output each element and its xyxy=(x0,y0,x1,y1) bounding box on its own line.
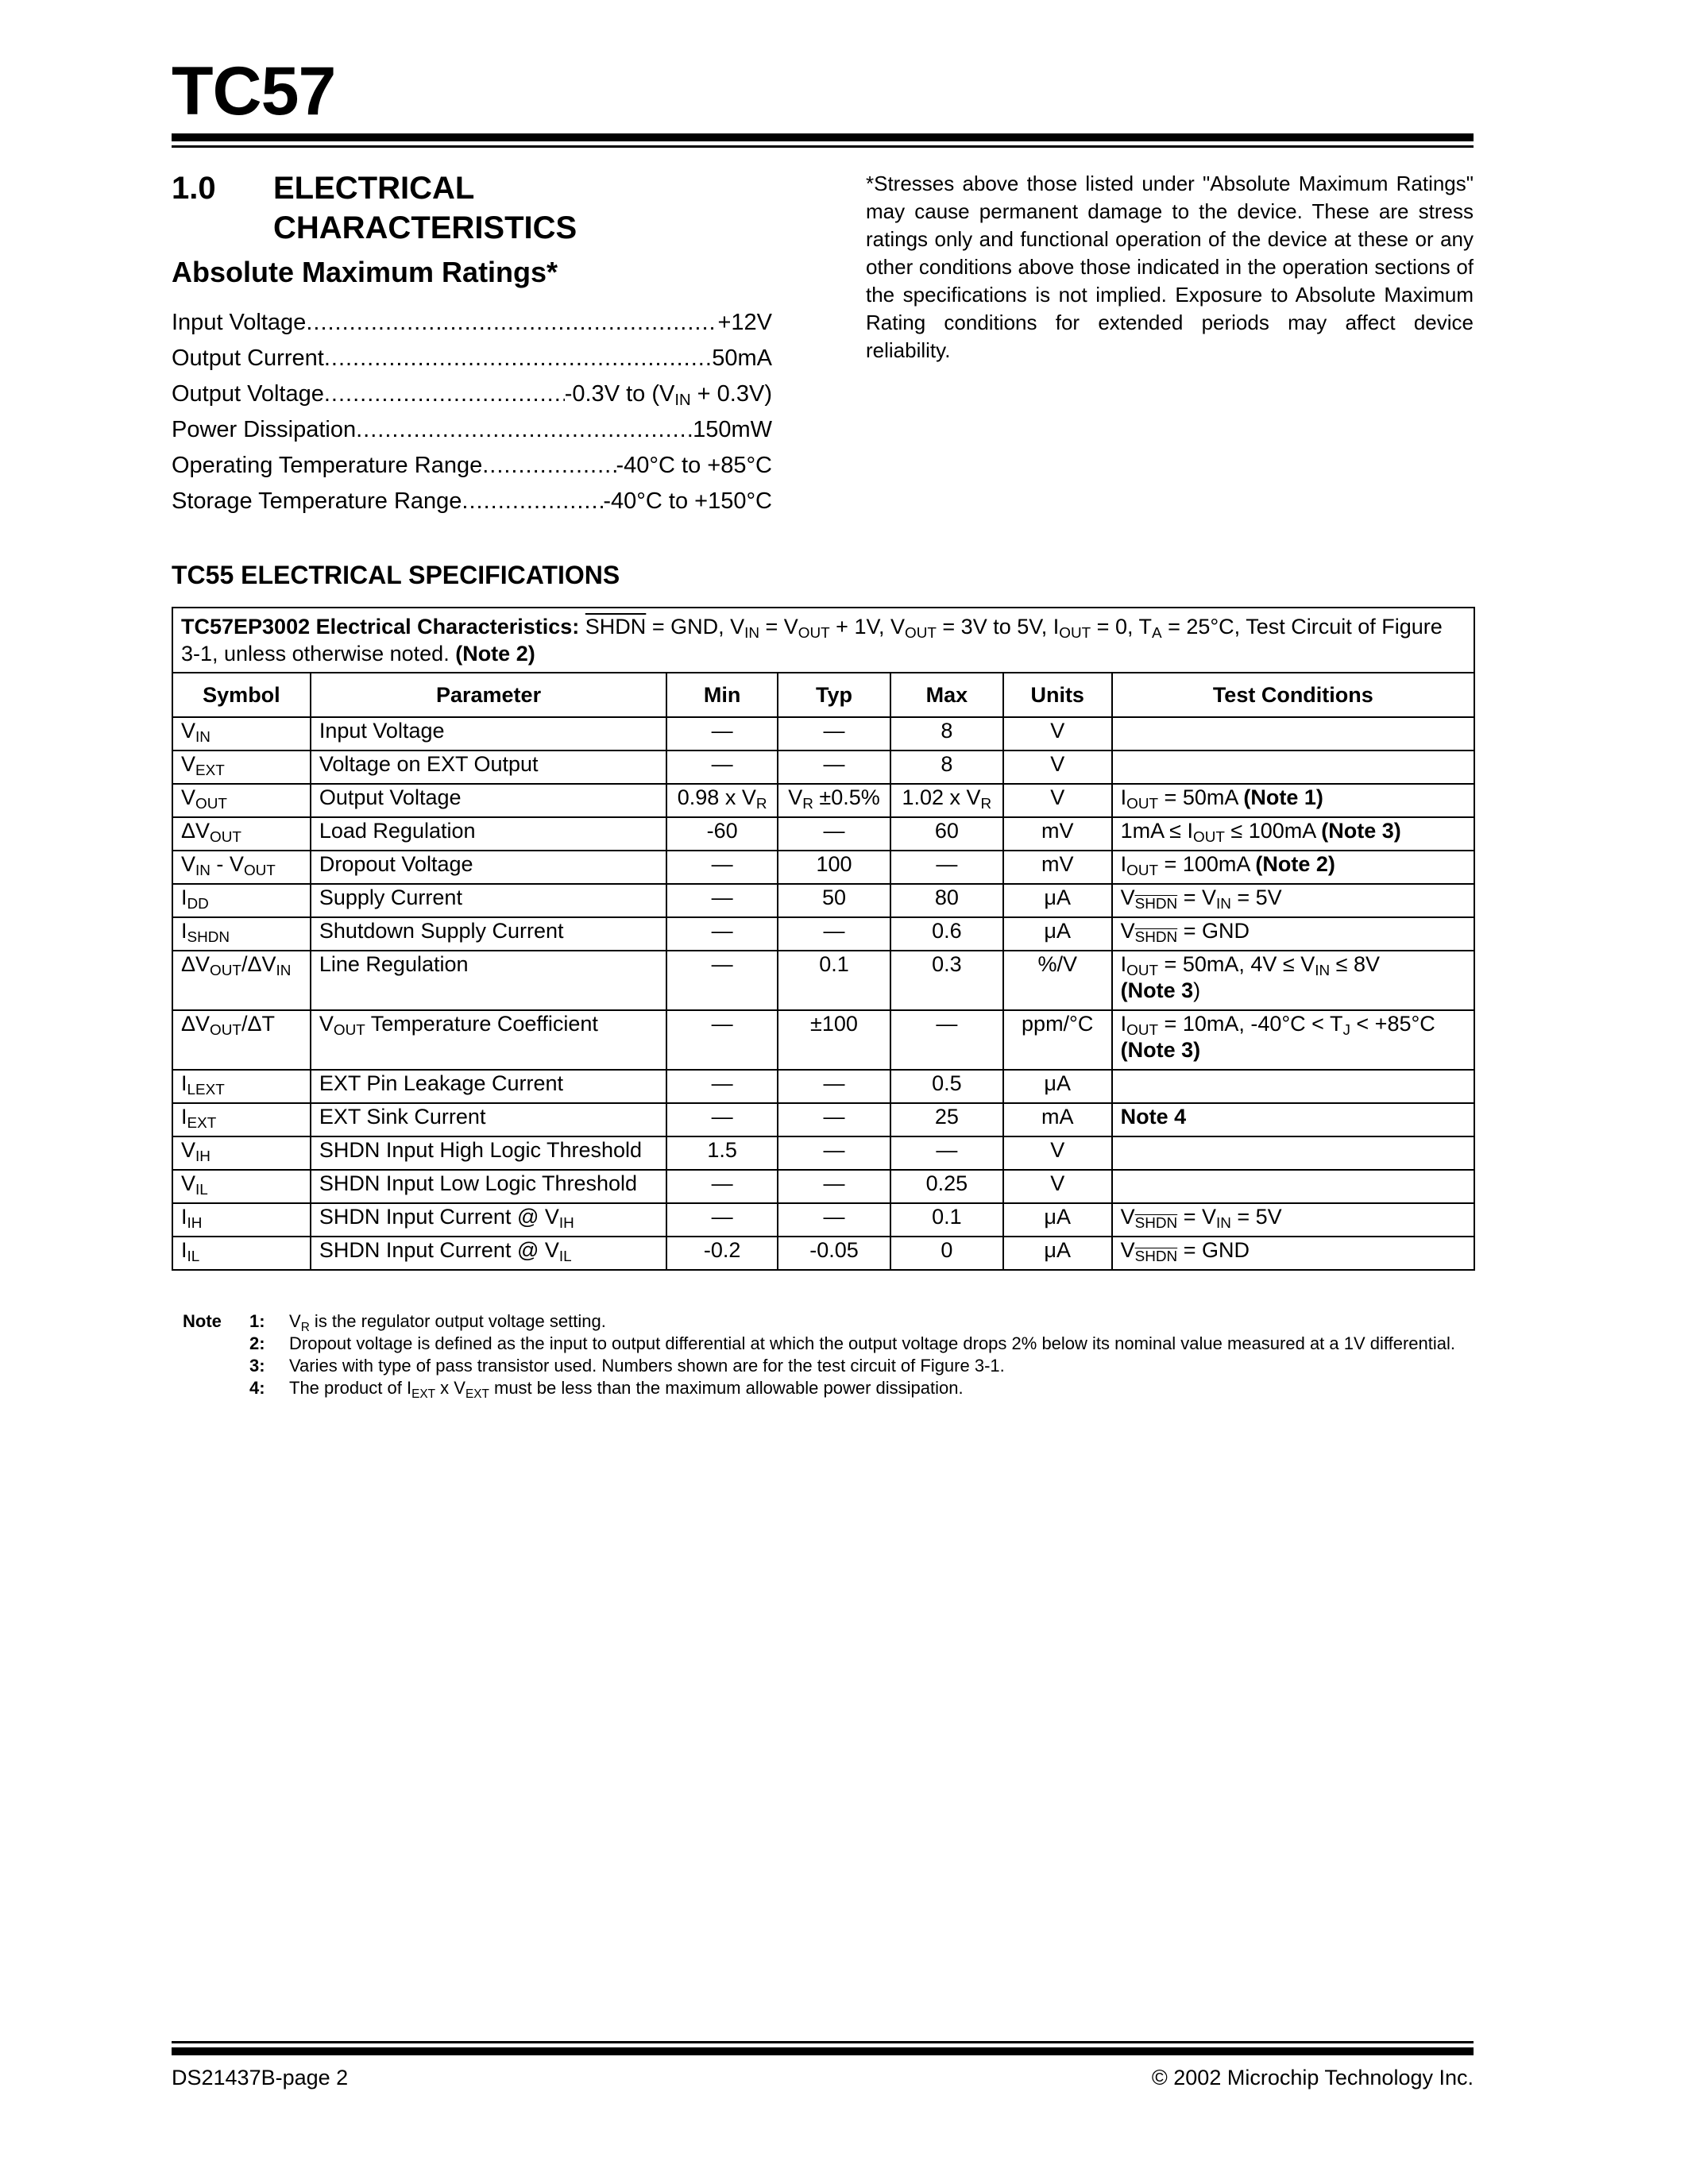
min-cell: — xyxy=(666,851,778,884)
leader-dots xyxy=(356,417,693,443)
rating-row xyxy=(172,417,772,452)
header-rule-thin xyxy=(172,145,1474,148)
max-cell: 80 xyxy=(890,884,1003,917)
parameter-cell: Shutdown Supply Current xyxy=(311,917,666,951)
test-conditions-cell xyxy=(1112,1170,1474,1203)
col-header-min: Min xyxy=(666,673,778,717)
section-heading xyxy=(172,168,577,248)
table-row xyxy=(172,1237,1474,1270)
footer-rule-thin xyxy=(172,2041,1474,2043)
note-item: 3: Varies with type of pass transistor used. Numbers shown are for the test circuit of Figure 3-1. xyxy=(249,1356,1005,1376)
max-cell: 0.25 xyxy=(890,1170,1003,1203)
min-cell: — xyxy=(666,1170,778,1203)
symbol-cell: $I_{IH}$ xyxy=(172,1203,311,1237)
rating-row xyxy=(172,453,772,488)
note-item: 4: The product of $I_{EXT}$ x $V_{EXT}$ must be less than the maximum allowable power dissipation. xyxy=(249,1378,964,1401)
parameter-cell: Input Voltage xyxy=(311,717,666,751)
section-title-line1: ELECTRICAL xyxy=(273,171,475,206)
rating-row xyxy=(172,345,772,380)
table-row xyxy=(172,784,1474,817)
parameter-cell: SHDN Input Current @ $V_{IH}$ xyxy=(311,1203,666,1237)
test-conditions-cell: $I_{OUT} = 100mA$ (Note 2) xyxy=(1112,851,1474,884)
col-header-units: Units xyxy=(1003,673,1112,717)
symbol-cell: $\Delta V_{OUT}$ xyxy=(172,817,311,851)
symbol-cell: $I_{IL}$ xyxy=(172,1237,311,1270)
table-row xyxy=(172,917,1474,951)
stress-disclaimer: *Stresses above those listed under "Absolute Maximum Ratings" may cause permanent damage to the device. These are stress ratings only and functional operation of the device at these or any other conditions above those indicated in the operation sections of the specifications is not implied. Exposure to Absolute Maximum Rating conditions for extended periods may affect device reliability. xyxy=(866,172,1474,362)
symbol-cell: $V_{IL}$ xyxy=(172,1170,311,1203)
min-cell: — xyxy=(666,751,778,784)
parameter-cell: EXT Pin Leakage Current xyxy=(311,1070,666,1103)
units-cell: μA xyxy=(1003,1070,1112,1103)
units-cell: V xyxy=(1003,1170,1112,1203)
table-notes xyxy=(183,1310,1470,1399)
test-conditions-cell: $I_{OUT} = 50mA$ (Note 1) xyxy=(1112,784,1474,817)
symbol-cell: $\Delta V_{OUT}/\Delta V_{IN}$ xyxy=(172,951,311,1010)
rating-value: +12V xyxy=(717,310,772,335)
rating-row xyxy=(172,310,772,345)
min-cell: — xyxy=(666,1070,778,1103)
spec-heading: TC55 ELECTRICAL SPECIFICATIONS xyxy=(172,561,620,589)
rating-value: -40°C to +150°C xyxy=(603,488,772,514)
max-cell: 8 xyxy=(890,751,1003,784)
units-cell: ppm/°C xyxy=(1003,1010,1112,1070)
typ-cell: 0.1 xyxy=(778,951,890,1010)
rating-value: 50mA xyxy=(712,345,772,371)
test-conditions-cell: $V_{SHDN} = V_{IN} = 5V$ xyxy=(1112,884,1474,917)
symbol-cell: $I_{LEXT}$ xyxy=(172,1070,311,1103)
test-conditions-cell: $I_{OUT} = 50mA$, $4V \le V_{IN} \le 8V$ (Note 3) xyxy=(1112,951,1474,1010)
parameter-cell: Supply Current xyxy=(311,884,666,917)
test-conditions-cell xyxy=(1112,1070,1474,1103)
footer-page-id: DS21437B-page 2 xyxy=(172,2066,349,2089)
symbol-cell: $V_{IN}$ xyxy=(172,717,311,751)
max-cell: 60 xyxy=(890,817,1003,851)
parameter-cell: SHDN Input Current @ $V_{IL}$ xyxy=(311,1237,666,1270)
col-header-parameter: Parameter xyxy=(311,673,666,717)
units-cell: %/V xyxy=(1003,951,1112,1010)
leader-dots xyxy=(482,453,616,479)
units-cell: mV xyxy=(1003,817,1112,851)
table-row xyxy=(172,1010,1474,1070)
parameter-cell: EXT Sink Current xyxy=(311,1103,666,1136)
table-row xyxy=(172,817,1474,851)
max-cell: 8 xyxy=(890,717,1003,751)
rating-label: Output Voltage xyxy=(172,381,324,407)
rating-row xyxy=(172,381,772,416)
table-row xyxy=(172,851,1474,884)
units-cell: mV xyxy=(1003,851,1112,884)
footer-copyright: © 2002 Microchip Technology Inc. xyxy=(1151,2066,1474,2089)
typ-cell: 50 xyxy=(778,884,890,917)
header-rule-thick xyxy=(172,133,1474,141)
symbol-cell: $V_{IN} - V_{OUT}$ xyxy=(172,851,311,884)
test-conditions-cell: Note 4 xyxy=(1112,1103,1474,1136)
parameter-cell: Load Regulation xyxy=(311,817,666,851)
rating-label: Power Dissipation xyxy=(172,417,357,442)
symbol-cell: $V_{IH}$ xyxy=(172,1136,311,1170)
min-cell: -0.2 xyxy=(666,1237,778,1270)
table-row xyxy=(172,1136,1474,1170)
parameter-cell: SHDN Input Low Logic Threshold xyxy=(311,1170,666,1203)
table-row xyxy=(172,884,1474,917)
units-cell: μA xyxy=(1003,917,1112,951)
typ-cell: -0.05 xyxy=(778,1237,890,1270)
symbol-cell: $\Delta V_{OUT}/\Delta T$ xyxy=(172,1010,311,1070)
min-cell: — xyxy=(666,1203,778,1237)
rating-value: 150mW xyxy=(693,417,772,442)
typ-cell: — xyxy=(778,1136,890,1170)
electrical-spec-table xyxy=(172,607,1475,1271)
parameter-cell: Line Regulation xyxy=(311,951,666,1010)
symbol-cell: $V_{OUT}$ xyxy=(172,784,311,817)
min-cell: — xyxy=(666,951,778,1010)
test-conditions-cell: $V_{SHDN}$ = GND xyxy=(1112,917,1474,951)
table-row xyxy=(172,1070,1474,1103)
units-cell: mA xyxy=(1003,1103,1112,1136)
typ-cell: 100 xyxy=(778,851,890,884)
section-title-line2: CHARACTERISTICS xyxy=(273,210,577,245)
max-cell: 0.5 xyxy=(890,1070,1003,1103)
typ-cell: — xyxy=(778,917,890,951)
min-cell: -60 xyxy=(666,817,778,851)
parameter-cell: $V_{OUT}$ Temperature Coefficient xyxy=(311,1010,666,1070)
parameter-cell: Output Voltage xyxy=(311,784,666,817)
symbol-cell: $I_{DD}$ xyxy=(172,884,311,917)
test-conditions-cell xyxy=(1112,1136,1474,1170)
col-header-symbol: Symbol xyxy=(172,673,311,717)
rating-label: Storage Temperature Range xyxy=(172,488,462,514)
units-cell: V xyxy=(1003,751,1112,784)
typ-cell: ±100 xyxy=(778,1010,890,1070)
rating-label: Operating Temperature Range xyxy=(172,453,483,478)
note-item: Note 1: $V_R$ is the regulator output voltage setting. xyxy=(183,1311,606,1334)
max-cell: 0 xyxy=(890,1237,1003,1270)
min-cell: 0.98 x $V_R$ xyxy=(666,784,778,817)
units-cell: μA xyxy=(1003,1203,1112,1237)
note-item: 2: Dropout voltage is defined as the input to output differential at which the output voltage drops 2% below its nominal value measured at a 1V differential. xyxy=(249,1333,1455,1353)
table-row xyxy=(172,1203,1474,1237)
table-row xyxy=(172,1170,1474,1203)
leader-dots xyxy=(306,310,717,336)
parameter-cell: Voltage on EXT Output xyxy=(311,751,666,784)
symbol-cell: $I_{EXT}$ xyxy=(172,1103,311,1136)
max-cell: 0.1 xyxy=(890,1203,1003,1237)
col-header-typ: Typ xyxy=(778,673,890,717)
units-cell: μA xyxy=(1003,1237,1112,1270)
units-cell: V xyxy=(1003,1136,1112,1170)
part-number-title: TC57 xyxy=(172,53,336,129)
rating-value: -0.3V to $(V_{IN} + 0.3V)$ xyxy=(564,381,772,409)
min-cell: 1.5 xyxy=(666,1136,778,1170)
typ-cell: — xyxy=(778,1203,890,1237)
rating-row xyxy=(172,488,772,523)
typ-cell: — xyxy=(778,751,890,784)
typ-cell: — xyxy=(778,817,890,851)
typ-cell: — xyxy=(778,1170,890,1203)
units-cell: V xyxy=(1003,717,1112,751)
shdn-overline: SHDN xyxy=(585,615,647,639)
test-conditions-cell: $1mA \le I_{OUT} \le 100mA$ (Note 3) xyxy=(1112,817,1474,851)
test-conditions-cell: $V_{SHDN} = V_{IN} = 5V$ xyxy=(1112,1203,1474,1237)
test-conditions-cell xyxy=(1112,717,1474,751)
table-header-row xyxy=(172,673,1474,717)
typ-cell: — xyxy=(778,1103,890,1136)
typ-cell: — xyxy=(778,1070,890,1103)
rating-value: -40°C to +85°C xyxy=(616,453,772,478)
parameter-cell: SHDN Input High Logic Threshold xyxy=(311,1136,666,1170)
max-cell: 1.02 x $V_R$ xyxy=(890,784,1003,817)
typ-cell: — xyxy=(778,717,890,751)
test-conditions-cell: $V_{SHDN}$ = GND xyxy=(1112,1237,1474,1270)
table-row xyxy=(172,751,1474,784)
leader-dots xyxy=(324,381,565,407)
max-cell: 0.3 xyxy=(890,951,1003,1010)
leader-dots xyxy=(324,345,712,372)
test-conditions-cell xyxy=(1112,751,1474,784)
absolute-max-heading: Absolute Maximum Ratings* xyxy=(172,256,558,288)
rating-label: Input Voltage xyxy=(172,310,307,335)
units-cell: V xyxy=(1003,784,1112,817)
leader-dots xyxy=(462,488,603,515)
max-cell: — xyxy=(890,1010,1003,1070)
test-conditions-cell: $I_{OUT} = 10mA$, $-40^\circ C < T_J < +85^\circ C$ (Note 3) xyxy=(1112,1010,1474,1070)
min-cell: — xyxy=(666,884,778,917)
col-header-test-conditions: Test Conditions xyxy=(1112,673,1474,717)
parameter-cell: Dropout Voltage xyxy=(311,851,666,884)
min-cell: — xyxy=(666,1103,778,1136)
footer-rule-thick xyxy=(172,2047,1474,2055)
rating-label: Output Current xyxy=(172,345,324,371)
symbol-cell: $V_{EXT}$ xyxy=(172,751,311,784)
max-cell: — xyxy=(890,851,1003,884)
units-cell: μA xyxy=(1003,884,1112,917)
table-row xyxy=(172,717,1474,751)
table-row xyxy=(172,951,1474,1010)
col-header-max: Max xyxy=(890,673,1003,717)
typ-cell: $V_R \pm 0.5\%$ xyxy=(778,784,890,817)
table-caption: TC57EP3002 Electrical Characteristics: SHDN = GND, $V_{IN} = V_{OUT} + 1V$, $V_{OUT} = 3V$ to 5V, $I_{OUT} = 0$, $T_A = 25^\circ C$, Test Circuit of Figure 3-1, unless otherwise noted. (Note 2) xyxy=(172,608,1474,673)
min-cell: — xyxy=(666,717,778,751)
min-cell: — xyxy=(666,917,778,951)
section-number: 1.0 xyxy=(172,171,216,206)
symbol-cell: $I_{SHDN}$ xyxy=(172,917,311,951)
max-cell: 0.6 xyxy=(890,917,1003,951)
table-row xyxy=(172,1103,1474,1136)
min-cell: — xyxy=(666,1010,778,1070)
max-cell: — xyxy=(890,1136,1003,1170)
max-cell: 25 xyxy=(890,1103,1003,1136)
